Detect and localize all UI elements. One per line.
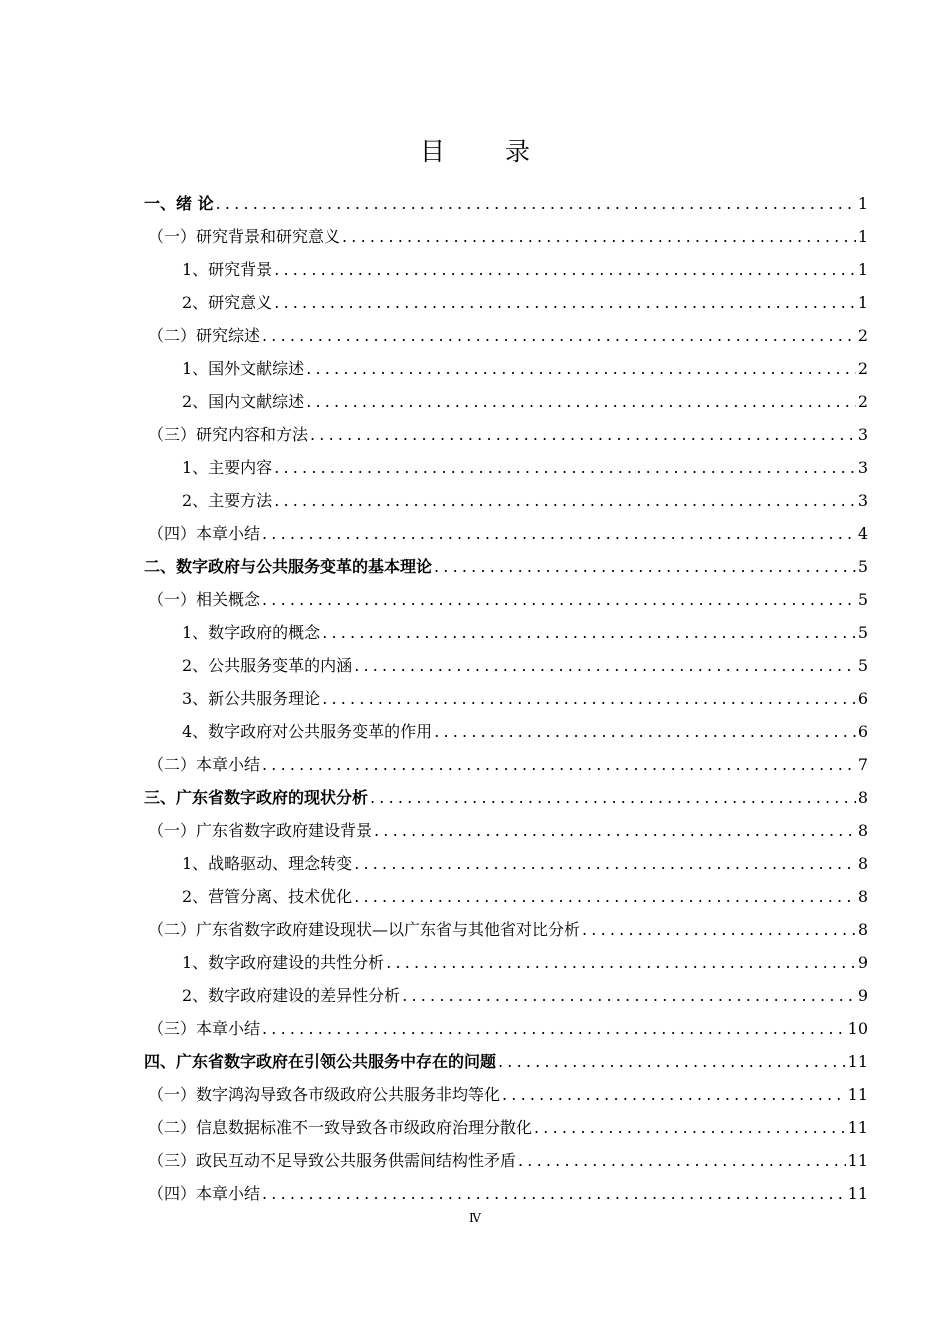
toc-entry-label: （二）本章小结 [148, 755, 261, 774]
toc-entry-label: 3、新公共服务理论 [182, 689, 321, 708]
toc-entry-label: 2、营管分离、技术优化 [182, 887, 353, 906]
toc-entry-label: 1、研究背景 [182, 260, 273, 279]
toc-entry-page-number: 6 [857, 722, 868, 741]
toc-entry-label: （二）信息数据标准不一致导致各市级政府治理分散化 [148, 1118, 533, 1137]
toc-leader-dots [402, 982, 856, 1010]
toc-entry-label: 1、国外文献综述 [182, 359, 305, 378]
toc-leader-dots [502, 1081, 846, 1109]
toc-leader-dots [262, 751, 856, 779]
toc-entry[interactable] [144, 487, 868, 520]
toc-entry-label: 1、主要内容 [182, 458, 273, 477]
toc-leader-dots [306, 388, 856, 416]
toc-leader-dots [262, 586, 856, 614]
toc-leader-dots [498, 1048, 846, 1076]
toc-entry-page-number: 11 [847, 1151, 868, 1170]
toc-entry-page-number: 1 [857, 194, 868, 213]
toc-entry[interactable] [144, 520, 868, 553]
toc-entry-page-number: 5 [857, 590, 868, 609]
toc-entry-page-number: 6 [857, 689, 868, 708]
toc-entry[interactable] [144, 652, 868, 685]
toc-entry[interactable] [144, 322, 868, 355]
toc-entry-label: （一）广东省数字政府建设背景 [148, 821, 373, 840]
table-of-contents [144, 190, 868, 1213]
toc-leader-dots [274, 256, 856, 284]
toc-entry[interactable] [144, 355, 868, 388]
toc-entry-page-number: 8 [857, 920, 868, 939]
toc-entry-label: （一）相关概念 [148, 590, 261, 609]
toc-entry-page-number: 8 [857, 887, 868, 906]
toc-leader-dots [354, 850, 856, 878]
toc-entry[interactable] [144, 883, 868, 916]
toc-entry-page-number: 10 [847, 1019, 868, 1038]
toc-entry[interactable] [144, 388, 868, 421]
toc-entry-page-number: 3 [857, 491, 868, 510]
toc-entry-page-number: 11 [847, 1118, 868, 1137]
toc-leader-dots [306, 355, 856, 383]
toc-entry[interactable] [144, 619, 868, 652]
toc-entry-page-number: 7 [857, 755, 868, 774]
toc-entry[interactable] [144, 850, 868, 883]
toc-entry-page-number: 5 [857, 656, 868, 675]
toc-entry-page-number: 8 [857, 788, 868, 807]
toc-entry-label: 四、广东省数字政府在引领公共服务中存在的问题 [144, 1052, 497, 1071]
toc-entry-page-number: 1 [857, 227, 868, 246]
toc-entry-page-number: 1 [857, 260, 868, 279]
toc-entry-page-number: 5 [857, 557, 868, 576]
toc-leader-dots [310, 421, 856, 449]
toc-leader-dots [434, 718, 856, 746]
toc-entry-label: （三）政民互动不足导致公共服务供需间结构性矛盾 [148, 1151, 517, 1170]
toc-leader-dots [262, 1015, 846, 1043]
toc-entry-page-number: 2 [857, 392, 868, 411]
toc-entry[interactable] [144, 586, 868, 619]
toc-entry-page-number: 5 [857, 623, 868, 642]
toc-leader-dots [434, 553, 856, 581]
toc-leader-dots [582, 916, 856, 944]
toc-entry-page-number: 11 [847, 1085, 868, 1104]
toc-leader-dots [534, 1114, 846, 1142]
toc-entry[interactable] [144, 1180, 868, 1213]
toc-entry-page-number: 11 [847, 1184, 868, 1203]
toc-entry-label: （一）研究背景和研究意义 [148, 227, 341, 246]
toc-leader-dots [216, 190, 856, 218]
toc-entry-label: 1、数字政府建设的共性分析 [182, 953, 385, 972]
toc-entry[interactable] [144, 817, 868, 850]
toc-entry[interactable] [144, 949, 868, 982]
toc-entry[interactable] [144, 190, 868, 223]
toc-leader-dots [274, 454, 856, 482]
toc-entry-label: （二）广东省数字政府建设现状—以广东省与其他省对比分析 [148, 920, 581, 939]
toc-entry[interactable] [144, 1015, 868, 1048]
toc-entry[interactable] [144, 553, 868, 586]
toc-entry-label: 2、主要方法 [182, 491, 273, 510]
toc-entry[interactable] [144, 685, 868, 718]
toc-entry-label: （一）数字鸿沟导致各市级政府公共服务非均等化 [148, 1085, 501, 1104]
toc-leader-dots [262, 1180, 846, 1208]
toc-entry-label: 2、数字政府建设的差异性分析 [182, 986, 401, 1005]
toc-entry-label: （四）本章小结 [148, 524, 261, 543]
toc-entry-label: 1、战略驱动、理念转变 [182, 854, 353, 873]
toc-entry-label: 2、研究意义 [182, 293, 273, 312]
toc-entry[interactable] [144, 1147, 868, 1180]
toc-entry-page-number: 4 [857, 524, 868, 543]
toc-entry-page-number: 11 [847, 1052, 868, 1071]
toc-entry[interactable] [144, 916, 868, 949]
toc-entry-page-number: 2 [857, 326, 868, 345]
toc-entry[interactable] [144, 784, 868, 817]
toc-leader-dots [370, 784, 856, 812]
toc-entry-page-number: 9 [857, 953, 868, 972]
toc-entry-label: 1、数字政府的概念 [182, 623, 321, 642]
toc-entry[interactable] [144, 289, 868, 322]
toc-leader-dots [386, 949, 856, 977]
toc-entry[interactable] [144, 718, 868, 751]
toc-entry[interactable] [144, 256, 868, 289]
toc-entry[interactable] [144, 454, 868, 487]
toc-entry-page-number: 9 [857, 986, 868, 1005]
toc-entry[interactable] [144, 1048, 868, 1081]
toc-leader-dots [262, 322, 856, 350]
toc-leader-dots [274, 289, 856, 317]
toc-entry-label: （三）研究内容和方法 [148, 425, 309, 444]
toc-leader-dots [354, 652, 856, 680]
toc-leader-dots [342, 223, 856, 251]
toc-entry-page-number: 1 [857, 293, 868, 312]
toc-leader-dots [354, 883, 856, 911]
toc-leader-dots [322, 619, 856, 647]
toc-entry[interactable] [144, 982, 868, 1015]
toc-leader-dots [262, 520, 856, 548]
toc-leader-dots [374, 817, 856, 845]
toc-entry-page-number: 3 [857, 425, 868, 444]
toc-entry[interactable] [144, 421, 868, 454]
toc-entry-label: 三、广东省数字政府的现状分析 [144, 788, 369, 807]
toc-title: 目 录 [420, 137, 556, 166]
toc-entry-page-number: 2 [857, 359, 868, 378]
toc-entry-page-number: 3 [857, 458, 868, 477]
page-number-footer: Ⅳ [469, 1211, 481, 1225]
toc-leader-dots [274, 487, 856, 515]
toc-entry-page-number: 8 [857, 854, 868, 873]
toc-entry-label: 一、绪 论 [144, 194, 214, 213]
toc-leader-dots [322, 685, 856, 713]
toc-entry-label: 2、国内文献综述 [182, 392, 305, 411]
toc-entry-page-number: 8 [857, 821, 868, 840]
toc-entry-label: （四）本章小结 [148, 1184, 261, 1203]
toc-leader-dots [518, 1147, 846, 1175]
toc-entry-label: （二）研究综述 [148, 326, 261, 345]
toc-entry[interactable] [144, 223, 868, 256]
toc-entry-label: （三）本章小结 [148, 1019, 261, 1038]
toc-entry-label: 2、公共服务变革的内涵 [182, 656, 353, 675]
toc-entry[interactable] [144, 1114, 868, 1147]
toc-entry[interactable] [144, 751, 868, 784]
toc-entry-label: 二、数字政府与公共服务变革的基本理论 [144, 557, 433, 576]
toc-entry[interactable] [144, 1081, 868, 1114]
toc-entry-label: 4、数字政府对公共服务变革的作用 [182, 722, 433, 741]
